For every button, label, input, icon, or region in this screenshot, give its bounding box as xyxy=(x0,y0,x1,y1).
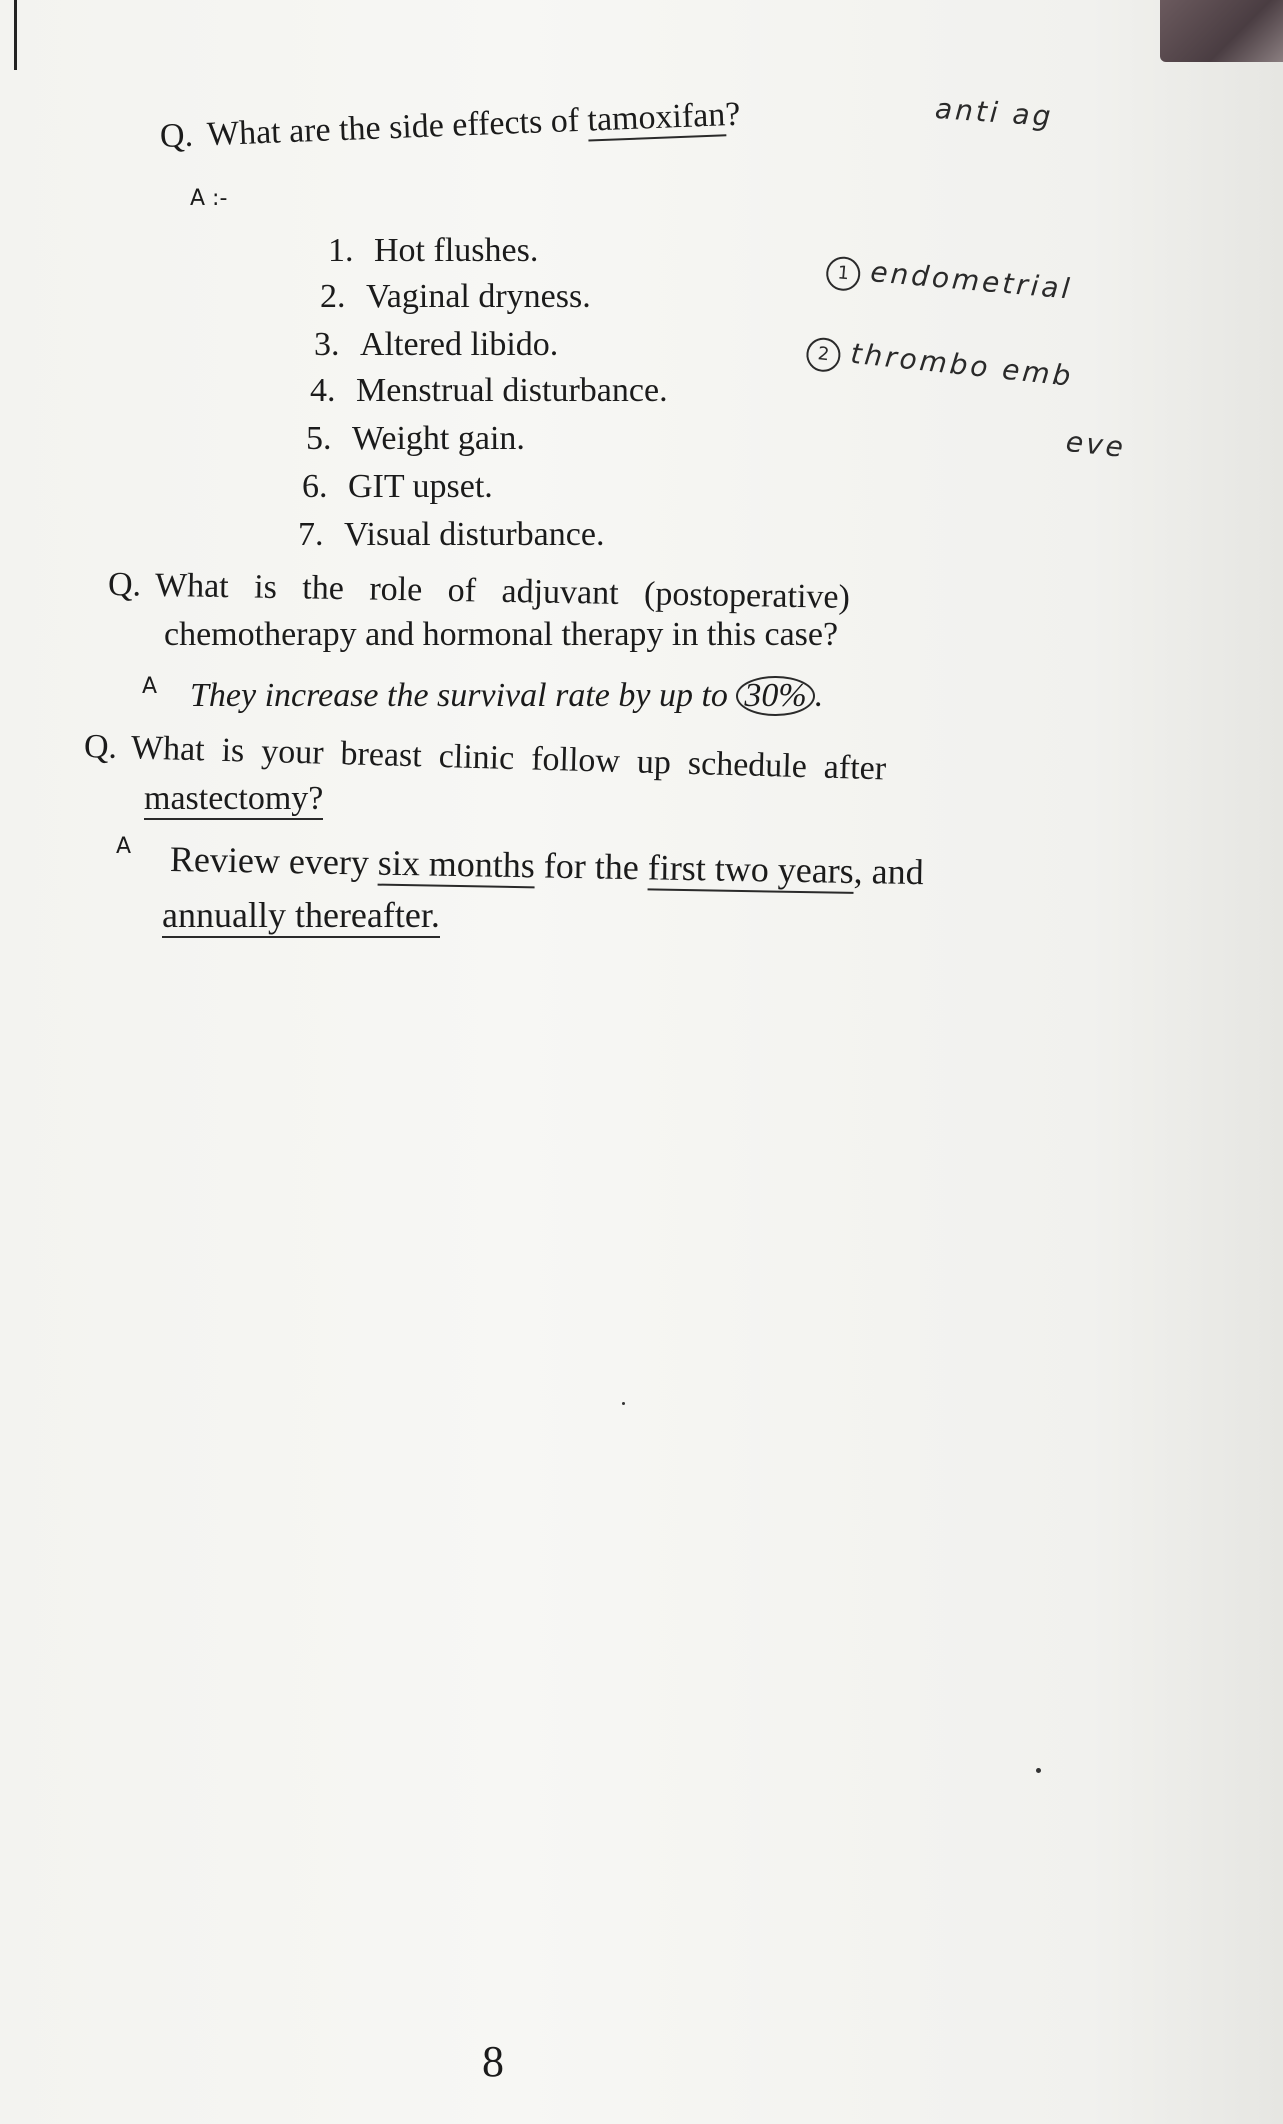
list-item xyxy=(314,326,558,364)
question-1 xyxy=(159,96,741,156)
list-item xyxy=(302,468,493,506)
handwritten-note-2 xyxy=(805,332,1075,398)
handwritten-note-3: eve xyxy=(1064,424,1128,465)
underlined-phrase: first two years xyxy=(647,847,854,894)
list-item xyxy=(320,278,591,316)
answer-text: They increase the survival rate by up to xyxy=(190,677,737,714)
answer-mark-3 xyxy=(116,836,131,858)
answer-text: for the xyxy=(534,845,649,888)
handwritten-number: 1 xyxy=(825,255,862,292)
list-item xyxy=(310,372,668,410)
answer-2 xyxy=(190,676,823,716)
question-label: Q. xyxy=(107,566,142,604)
answer-mark-1 xyxy=(190,188,227,210)
question-text: What is your breast clinic follow up schedule after xyxy=(130,729,887,788)
list-number: 2. xyxy=(320,278,346,315)
list-text: Weight gain. xyxy=(352,420,525,457)
answer-3-line-2 xyxy=(162,894,440,936)
circled-value: 30% xyxy=(736,676,814,716)
answer-mark-text: A xyxy=(116,834,132,859)
list-number: 7. xyxy=(298,516,324,553)
answer-3-line-1 xyxy=(170,838,924,893)
underlined-term: mastectomy? xyxy=(144,780,323,820)
underlined-phrase: six months xyxy=(377,843,535,889)
answer-mark-text: A xyxy=(142,674,158,699)
list-number: 5. xyxy=(306,420,332,457)
handwritten-note-1 xyxy=(825,251,1074,310)
underlined-term: tamoxifan xyxy=(587,96,726,141)
list-number: 3. xyxy=(314,326,340,363)
question-2-line-2: chemotherapy and hormonal therapy in this case? xyxy=(164,616,839,653)
handwritten-note-top: anti ag xyxy=(933,91,1055,134)
list-text: GIT upset. xyxy=(348,468,493,505)
list-text: Hot flushes. xyxy=(374,232,539,269)
question-3-line-2 xyxy=(144,780,323,818)
answer-mark-text: A :- xyxy=(190,186,228,211)
underlined-phrase: annually thereafter. xyxy=(162,895,440,938)
answer-mark-2 xyxy=(142,676,157,698)
list-item xyxy=(306,420,525,458)
handwritten-text: endometrial xyxy=(869,255,1074,306)
page-edge-line xyxy=(14,0,17,70)
scan-speck xyxy=(1036,1768,1041,1773)
question-label: Q. xyxy=(83,728,118,766)
answer-end: . xyxy=(814,677,824,714)
list-text: Visual disturbance. xyxy=(344,516,605,553)
handwritten-number: 2 xyxy=(805,336,842,373)
question-mark: ? xyxy=(724,95,742,134)
list-number: 1. xyxy=(328,232,354,269)
list-item xyxy=(328,232,538,270)
list-text: Menstrual disturbance. xyxy=(356,372,668,409)
list-text: Altered libido. xyxy=(360,326,559,363)
list-item xyxy=(298,516,604,554)
question-text: What are the side effects of xyxy=(206,101,589,154)
question-label: Q. xyxy=(159,116,194,155)
list-text: Vaginal dryness. xyxy=(366,278,591,315)
answer-text: Review every xyxy=(169,839,379,883)
list-number: 4. xyxy=(310,372,336,409)
scan-speck xyxy=(622,1402,625,1405)
question-2-line-1 xyxy=(108,566,851,617)
handwritten-text: thrombo emb xyxy=(849,336,1075,393)
answer-text: , and xyxy=(853,850,925,893)
page-number: 8 xyxy=(482,2037,504,2086)
question-text: What is the role of adjuvant (postoperative) xyxy=(154,566,851,616)
list-number: 6. xyxy=(302,468,328,505)
corner-background-photo xyxy=(1160,0,1283,62)
